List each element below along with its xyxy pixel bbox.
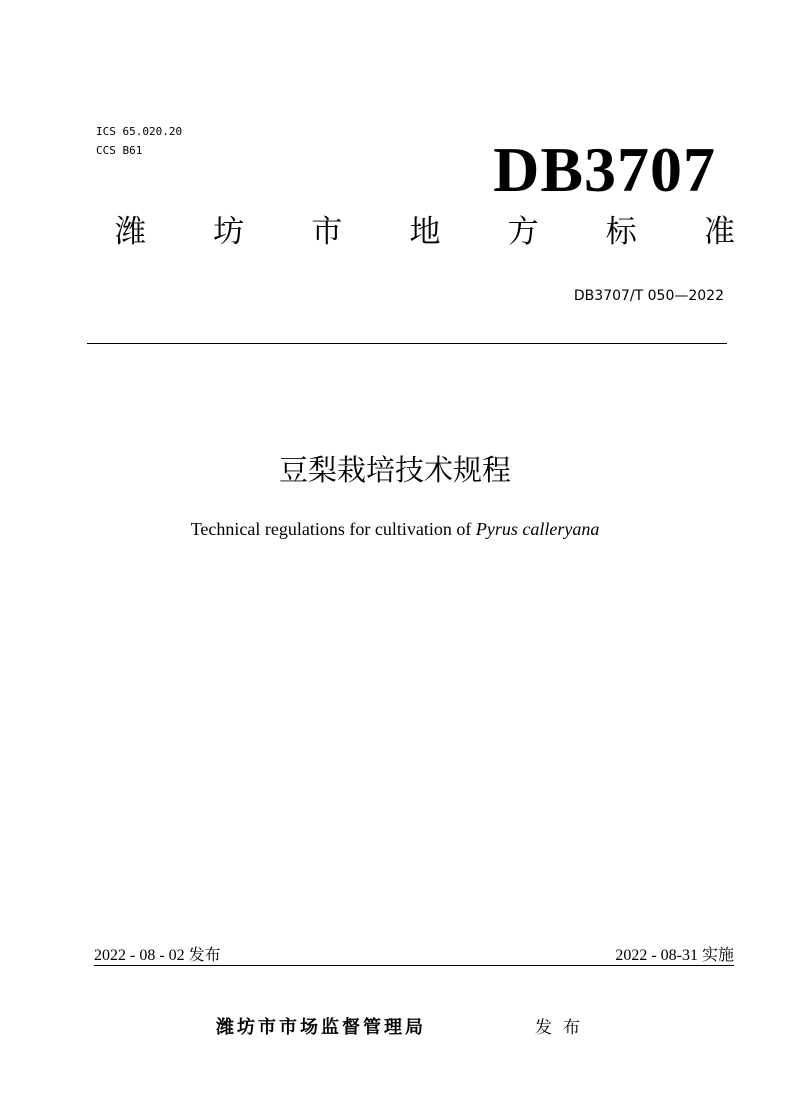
standard-logo: DB3707 [493,134,716,205]
standard-name-char: 市 [311,214,343,250]
standard-name-char: 方 [507,214,539,250]
ccs-code: CCS B61 [96,144,143,157]
issuing-authority: 潍坊市市场监督管理局 [216,1017,426,1038]
standard-name-char: 标 [605,214,637,250]
standard-name-char: 坊 [213,214,245,250]
standard-name-char: 准 [703,214,735,250]
footer-divider [94,965,734,966]
classification-codes [96,122,182,160]
document-title-english [0,517,790,541]
implementation-date: 2022 - 08-31 实施 [615,947,734,964]
species-name: Pyrus calleryana [475,519,600,539]
header-divider [87,343,727,344]
issue-date: 2022 - 08 - 02 发布 [94,947,221,964]
document-title-chinese: 豆梨栽培技术规程 [278,453,511,487]
standard-category-name [115,210,735,254]
issuing-label: 发布 [535,1018,591,1038]
ics-code: ICS 65.020.20 [96,125,183,138]
english-title-text: Technical regulations for cultivation of [190,519,476,539]
standard-name-char: 潍 [115,214,146,250]
standard-number: DB3707/T 050—2022 [573,288,724,304]
standard-name-char: 地 [409,214,441,250]
